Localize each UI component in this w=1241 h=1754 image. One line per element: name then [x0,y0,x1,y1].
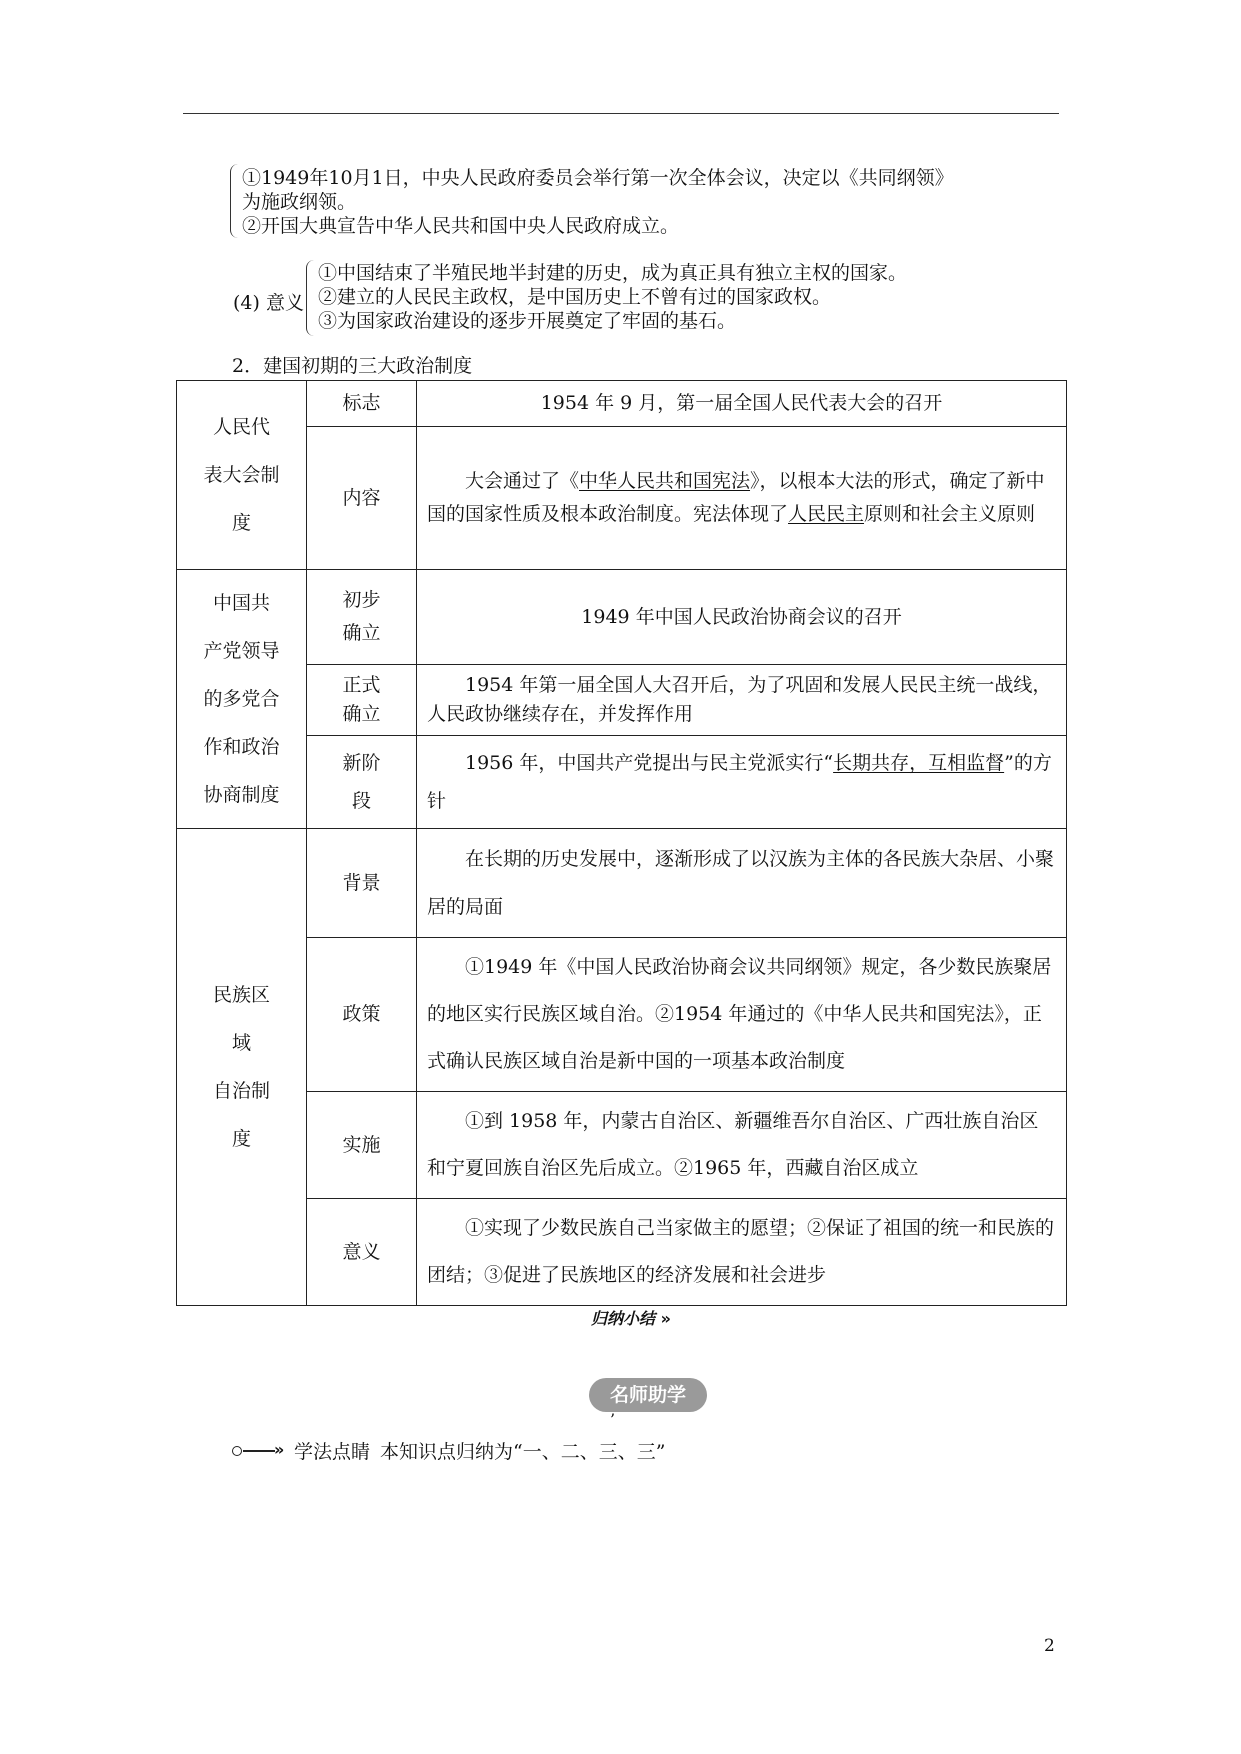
table-row [177,1092,1067,1199]
table-row [177,570,1067,665]
table-row [177,736,1067,829]
row-content: 在长期的历史发展中，逐渐形成了以汉族为主体的各民族大杂居、小聚居的局面 [417,829,1067,938]
table-row [177,665,1067,736]
category-npc: 人民代 表大会制 度 [177,381,307,570]
row-content: ①到 1958 年，内蒙古自治区、新疆维吾尔自治区、广西壮族自治区和宁夏回族自治区先后成立。②1965 年，西藏自治区成立 [417,1092,1067,1199]
underlined-term: 长期共存，互相监督 [833,752,1005,774]
header-rule [183,113,1059,114]
significance-note-3: ③为国家政治建设的逐步开展奠定了牢固的基石。 [318,310,737,332]
row-content: 大会通过了《中华人民共和国宪法》，以根本大法的形式，确定了新中国的国家性质及根本政治制度。宪法体现了人民民主原则和社会主义原则 [417,427,1067,570]
underlined-term: 人民民主 [788,503,865,525]
row-label: 内容 [307,427,417,570]
method-label: 学法点睛 [294,1441,371,1463]
row-label: 背景 [307,829,417,938]
political-systems-table [176,380,1067,1306]
category-ethnic: 民族区 域 自治制 度 [177,829,307,1306]
row-content: 1954 年第一届全国人大召开后，为了巩固和发展人民民主统一战线，人民政协继续存在，并发挥作用 [417,665,1067,736]
underlined-term: 中华人民共和国宪法 [579,470,751,492]
method-text: 本知识点归纳为“一、二、三、三” [380,1441,666,1463]
row-content: 1954 年 9 月，第一届全国人民代表大会的召开 [417,381,1067,427]
row-label: 实施 [307,1092,417,1199]
row-content: ①实现了少数民族自己当家做主的愿望；②保证了祖国的统一和民族的团结；③促进了民族地区的经济发展和社会进步 [417,1199,1067,1306]
double-chevron-icon: » [660,1309,671,1328]
row-content: ①1949 年《中国人民政治协商会议共同纲领》规定，各少数民族聚居的地区实行民族区域自治。②1954 年通过的《中华人民共和国宪法》，正式确认民族区域自治是新中国的一项基本政治制度 [417,938,1067,1092]
table-row [177,829,1067,938]
founding-notes [228,166,954,238]
row-content: 1949 年中国人民政治协商会议的召开 [417,570,1067,665]
table-row [177,381,1067,427]
page-number: 2 [1044,1636,1055,1656]
significance-note-2: ②建立的人民民主政权，是中国历史上不曾有过的国家政权。 [318,286,832,308]
category-cppcc: 中国共 产党领导 的多党合 作和政治 协商制度 [177,570,307,829]
left-brace-icon [306,260,317,336]
row-label: 标志 [307,381,417,427]
table-row [177,1199,1067,1306]
significance-label: (4) 意义 [233,292,304,314]
significance-notes [318,261,907,333]
row-label: 正式 确立 [307,665,417,736]
tick-mark: ’ [610,1410,616,1429]
row-label: 意义 [307,1199,417,1306]
summary-title: 归纳小结 » [591,1309,671,1328]
table-row [177,938,1067,1092]
founding-note-1: ①1949年10月1日，中央人民政府委员会举行第一次全体会议，决定以《共同纲领》 [242,167,954,189]
section-heading: 2．建国初期的三大政治制度 [232,355,473,377]
row-content: 1956 年，中国共产党提出与民主党派实行“长期共存，互相监督”的方针 [417,736,1067,829]
row-label: 新阶 段 [307,736,417,829]
teacher-help-badge: 名师助学 [589,1378,707,1412]
founding-note-2: 为施政纲领。 [242,191,357,213]
table-row [177,427,1067,570]
significance-note-1: ①中国结束了半殖民地半封建的历史，成为真正具有独立主权的国家。 [318,262,908,284]
row-label: 政策 [307,938,417,1092]
pointer-arrow-icon: » [232,1444,290,1458]
study-method-line [232,1437,665,1464]
founding-note-3: ②开国大典宣告中华人民共和国中央人民政府成立。 [242,215,680,237]
row-label: 初步 确立 [307,570,417,665]
